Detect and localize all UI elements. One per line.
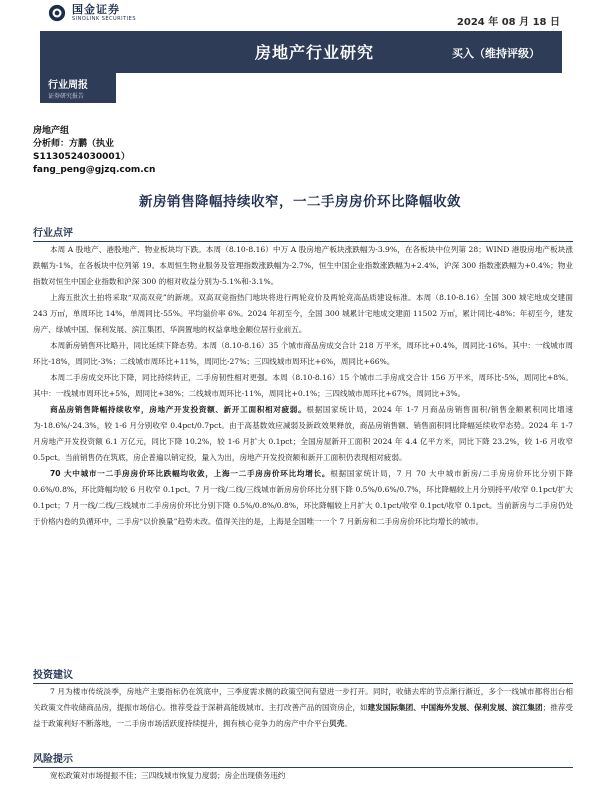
analyst-group: 房地产组 [33,126,70,136]
paragraph-body: 根据国家统计局，7 月 70 大中城市新房/二手房房价环比分别下降 0.6%/0.8%，环比降幅均较 6 月收窄 0.1pct。7 月一线/二线/三线城市新房房价环比分别下降 0.5%/0.6%/0.7%，环比降幅较上月分别持平/收窄 0.1pct/扩大 0.1pct；7 月一线/二线/三线城市二手房房价环比分别下降 0.5%/0.8%/0.8%，环比降幅较上月扩大 0.1pct/收窄 0.1pct/收窄 0.1pct。当前新房与二手房仍处于价格内卷的负循环中，二手房“以价换量”趋势未改。值得关注的是，上海是全国唯一一个 7 月新房和二手房房价环比均增长的城市。 [33,469,573,526]
analyst-license: S1130524030001） [33,152,130,162]
company-logo [48,4,136,22]
section-investment-advice [33,666,573,732]
paragraph-lead: 商品房销售降幅持续收窄，房地产开发投资额、新开工面积相对疲弱。 [50,405,307,414]
advice-text: ；推荐受益于政策利好不断落地，一二手房市场活跃度持续提升，拥有核心竞争力的房产中介平台 [33,703,574,728]
analyst-name: 分析师：方鹏（执业 [33,139,115,149]
analyst-email[interactable]: fang_peng@gjzq.com.cn [33,165,156,175]
report-date: 2024 年 08 月 18 日 [456,17,560,28]
report-title: 房地产行业研究 [255,43,375,62]
section-title: 行业点评 [33,224,573,242]
paragraph-new-home: 本周新房销售环比略升，同比延续下降态势。本周（8.10-8.16）35 个城市商品房成交合计 218 万平米，周环比+0.4%，周同比-16%。其中：一线城市周环比-18%，周同比-3%；二线城市周环比+11%，周同比-27%；三四线城市周环比+6%，周同比+66%。 [33,341,573,366]
paragraph-advice [33,684,573,732]
report-type-band [40,73,116,103]
logo-mark-icon [48,4,66,22]
paragraph-land: 上海五批次土拍将采取“双高双竞”的新规。双高双竞指热门地块将进行两轮竞价及两轮竞高品质建设标准。本周（8.10-8.16）全国 300 城宅地成交建面 243 万㎡，单周环比 14%，单周同比-55%。平均溢价率 6%。2024 年初至今，全国 300 城累计宅地成交建面 11502 万㎡，累计同比-48%；年初至今，建发房产、绿城中国、保利发展、滨江集团、华润置地的权益拿地金额位居行业前五。 [33,293,573,334]
rating-label: 买入（维持评级） [452,47,540,60]
paragraph-market: 本周 A 股地产、港股地产、物业板块均下跌。本周（8.10-8.16）中万 A 股房地产板块涨跌幅为-3.9%，在各板块中位列第 28；WIND 港股房地产板块涨跌幅为-1%，在各板块中位列第 19。本周恒生物业服务及管理指数涨跌幅为-2.7%，恒生中国企业指数涨跌幅为+2.4%，沪深 300 指数涨跌幅为+0.4%；物业指数对恒生中国企业指数和沪深 300 的相对收益分别为-5.1%和-3.1%。 [33,245,573,286]
paragraph-sales-investment [33,402,573,466]
advice-picks: 建发国际集团、中国海外发展、保利发展、滨江集团 [367,703,543,712]
advice-text: 。 [344,719,352,728]
section-title: 投资建议 [33,666,573,684]
paragraph-risk: 宽松政策对市场提振不佳；三四线城市恢复力度弱；房企出现债务违约 [50,771,286,780]
paragraph-lead: 70 大中城市一二手房房价环比跌幅均收敛，上海一二手房房价环比均增长。 [50,469,331,478]
title-band [40,31,562,73]
analyst-info [33,125,155,177]
advice-pick: 贝壳 [329,719,345,728]
paragraph-second-hand: 本周二手房成交环比下降，同比持续转正，二手房韧性相对更强。本周（8.10-8.16）15 个城市二手房成交合计 156 万平米，周环比-5%，周同比+8%。其中：一线城市周环比+5%，周同比+38%；二线城市周环比-11%，周同比+0.1%；三四线城市周环比+67%，周同比+3%。 [33,373,573,398]
report-subtype: 证券研究报告 [48,93,85,100]
report-headline: 新房销售降幅持续收窄，一二手房房价环比降幅收敛 [139,194,461,210]
report-type: 行业周报 [48,80,88,91]
logo-name-cn: 国金证券 [72,3,120,16]
section-industry-views [33,224,573,530]
paragraph-body: 根据国家统计局，2024 年 1-7 月商品房销售面积/销售金额累积同比增速为-18.6%/-24.3%，较 1-6 月分别收窄 0.4pct/0.7pct。由于高基数效应减弱及新政效果释放，商品房销售额、销售面积同比降幅延续收窄态势。2024 年 1-7 月房地产开发投资额 6.1 万亿元，同比下降 10.2%，较 1-6 月扩大 0.1pct；全国房屋新开工面积 2024 年 4.4 亿平方米，同比下降 23.2%，较 1-6 月收窄 0.5pct。当前销售仍在筑底，房企普遍以销定投，量入为出，房地产开发投资额和新开工面积仍表现相对疲弱。 [33,405,573,462]
report-header [0,0,600,104]
section-risk [33,750,573,784]
logo-name-en: SINOLINK SECURITIES [72,16,136,22]
section-title: 风险提示 [33,750,573,768]
advice-text: 7 月为楼市传统淡季，房地产主要指标仍在筑底中，三季度需求侧的政策空间有望进一步打开。同时，收储去库的节点渐行渐近，多个一线城市都将出台相关政策文件收储商品房，提振市场信心。推荐受益于深耕高能级城市、主打改善产品的国资房企，如 [33,687,573,712]
paragraph-70-cities [33,466,573,530]
